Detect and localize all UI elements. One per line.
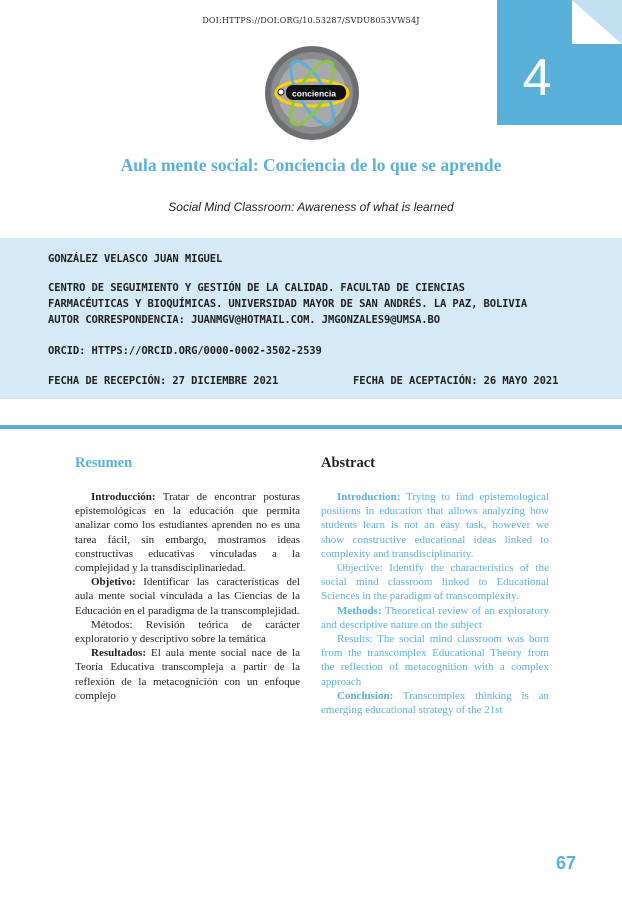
abstract-heading: Abstract (321, 455, 375, 471)
resumen-results (75, 646, 300, 703)
author-info-band (0, 238, 622, 399)
label-methods: Methods: (337, 604, 382, 617)
text-objetivo: Identificar las características del aula mente social vinculada a las Ciencias de la Educación en el paradigma de la transcomplejidad. (75, 576, 300, 617)
affiliation-line-1: CENTRO DE SEGUIMIENTO Y GESTIÓN DE LA CALIDAD. FACULTAD DE CIENCIAS (48, 282, 465, 294)
affiliation-line-2: FARMACÉUTICAS Y BIOQUÍMICAS. UNIVERSIDAD MAYOR DE SAN ANDRÉS. LA PAZ, BOLIVIA (48, 298, 528, 310)
orcid-line: ORCID: HTTPS://ORCID.ORG/0000-0002-3502-2539 (48, 345, 322, 357)
page-fold-icon (572, 0, 622, 44)
author-name: GONZÁLEZ VELASCO JUAN MIGUEL (48, 253, 223, 265)
received-date: FECHA DE RECEPCIÓN: 27 DICIEMBRE 2021 (48, 375, 279, 387)
label-introduction: Introduction: (337, 491, 401, 503)
label-objetivo: Objetivo: (91, 576, 136, 589)
article-subtitle: Social Mind Classroom: Awareness of what is learned (168, 200, 454, 214)
section-divider (0, 425, 622, 429)
label-introduccion: Introducción: (91, 491, 156, 503)
label-conclusion: Conclusion: (337, 689, 394, 702)
doi-line: DOI:HTTPS://DOI.ORG/10.53287/SVDU8053VW54J (202, 16, 420, 25)
abstract-introduction (321, 490, 549, 561)
accepted-date: FECHA DE ACEPTACIÓN: 26 MAYO 2021 (353, 375, 559, 387)
text-introduction: Trying to find epistemological positions in education that allows analyzing how students learn is not an easy task, however we show constructive educational ideas linked to complexity and transdisciplinarity. (321, 491, 549, 560)
abstract-results: Results: The social mind classroom was born from the transcomplex Educational Theory from the reflection of metacognition with a complex approach (321, 633, 549, 688)
abstract-column (321, 490, 549, 717)
text-introduccion: Tratar de encontrar posturas epistemológicas en la educación que permita analizar como los estudiantes aprenden no es una tarea fácil, sin embargo, mostramos ideas constructivas educativas vinculadas a la complejidad y la transdisciplinariedad. (75, 491, 300, 575)
page-number: 67 (556, 853, 577, 873)
article-title: Aula mente social: Conciencia de lo que se aprende (120, 155, 502, 175)
resumen-introduction (75, 490, 300, 575)
abstract-conclusion (321, 689, 549, 717)
abstract-objective: Objective: Identify the characteristics of the social mind classroom linked to Educational Sciences in the paradigm of transcomplexity. (321, 562, 549, 603)
label-resultados: Resultados: (91, 647, 147, 660)
abstract-methods (321, 604, 549, 632)
resumen-heading: Resumen (75, 455, 133, 471)
text-conclusion: Transcomplex thinking is an emerging educational strategy of the 21st (321, 689, 549, 717)
resumen-column (75, 490, 300, 703)
chapter-number: 4 (522, 49, 552, 107)
text-resultados: El aula mente social nace de la Teoría Educativa transcompleja a partir de la reflexión de la metacognición con un enfoque complejo (75, 647, 300, 702)
resumen-objective (75, 575, 300, 618)
logo-text: conciencia (292, 88, 336, 99)
conciencia-logo (264, 45, 360, 141)
correspondence-line: AUTOR CORRESPONDENCIA: JUANMGV@HOTMAIL.COM. JMGONZALES9@UMSA.BO (48, 314, 440, 326)
resumen-methods: Métodos: Revisión teórica de carácter exploratorio y descriptivo sobre la temática (75, 618, 300, 646)
text-methods: Theoretical review of an exploratory and descriptive nature on the subject (321, 604, 549, 631)
